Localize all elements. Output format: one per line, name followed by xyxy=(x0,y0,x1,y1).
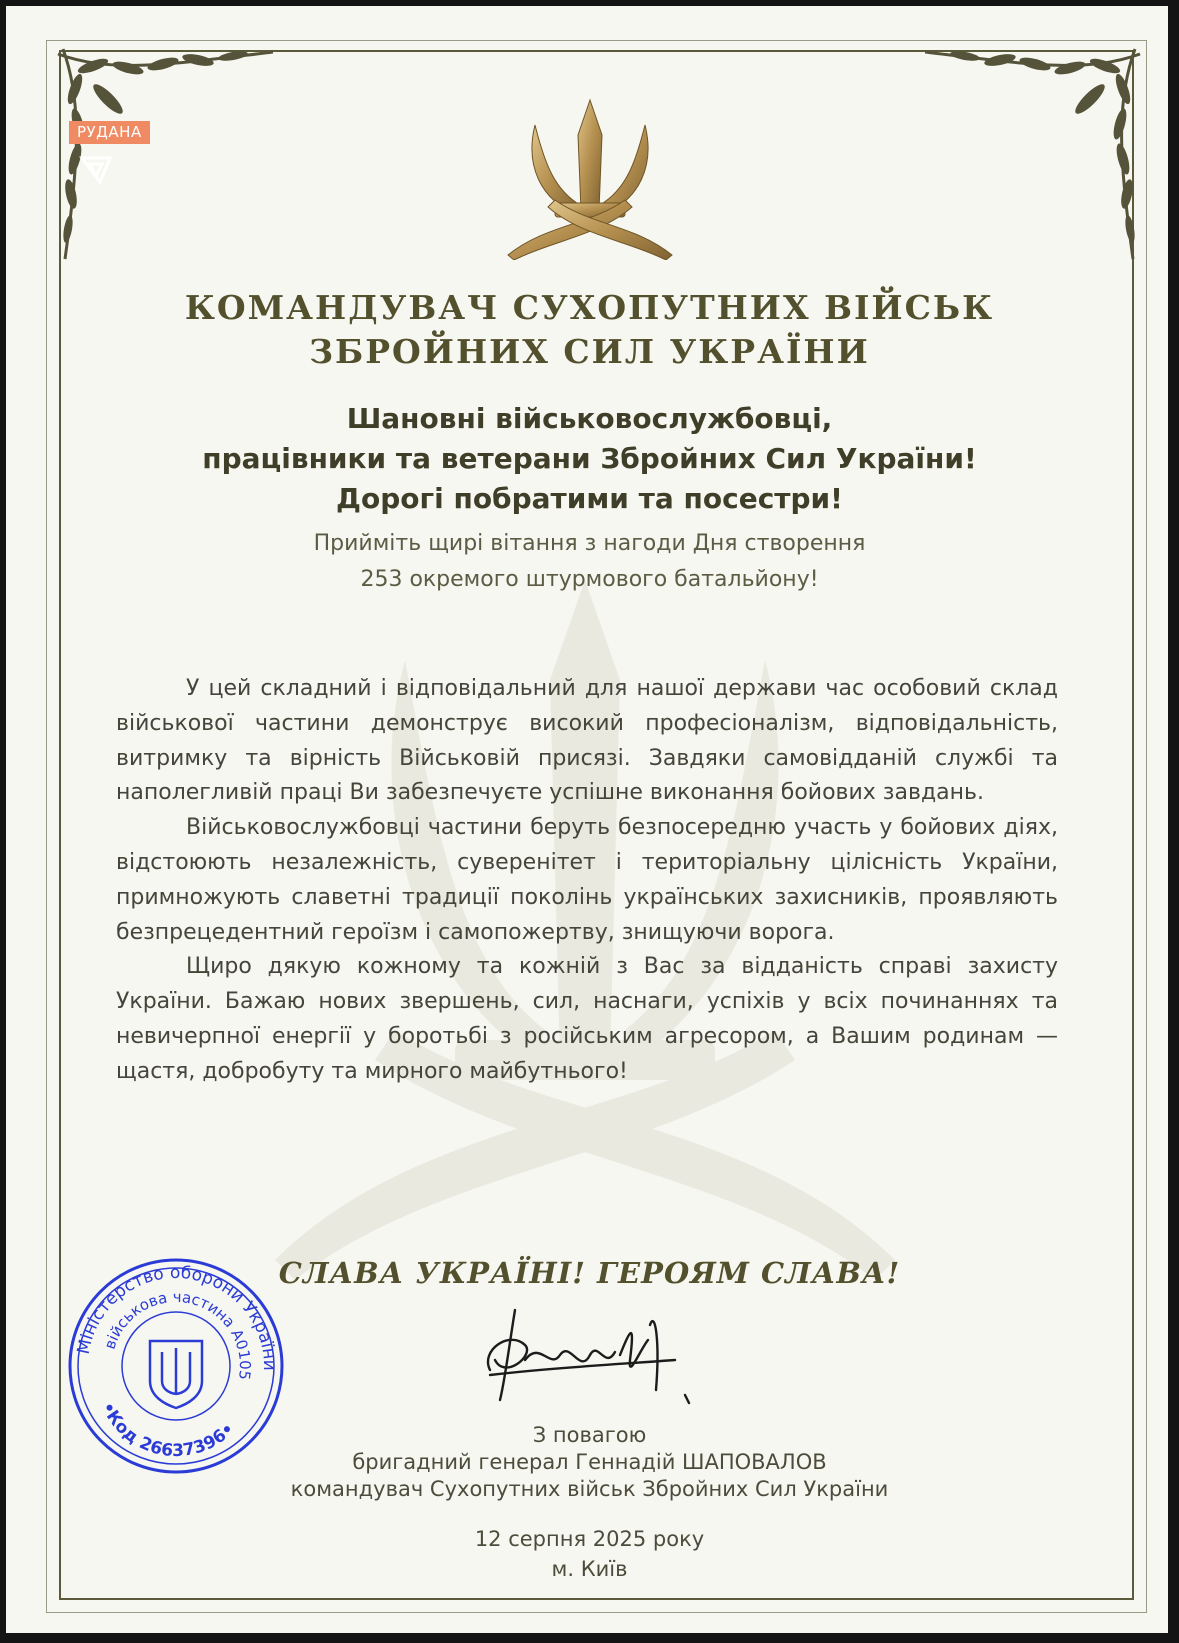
signatory-position: командувач Сухопутних військ Збройних Сил України xyxy=(290,1477,889,1501)
greeting-line2: працівники та ветерани Збройних Сил України! xyxy=(202,442,977,475)
stamp-code-text: •Код 26637396• xyxy=(96,1399,239,1462)
date-place-block xyxy=(0,1524,1179,1584)
leaf-ornament-right-icon xyxy=(915,44,1145,264)
subtitle-line1: Прийміть щирі вітання з нагоди Дня створення xyxy=(313,531,866,556)
trident-sabres-emblem-icon xyxy=(500,95,680,260)
letter-place: м. Київ xyxy=(551,1557,628,1581)
body-paragraph-3: Щиро дякую кожному та кожній з Вас за відданість справі захисту України. Бажаю нових звершень, сил, наснаги, успіхів у всіх починаннях та невичерпної енергії у боротьбі з російським агресором, а Вашим родинам — щастя, добробуту та мирного майбутнього! xyxy=(116,954,1058,1084)
watermark-logo-icon xyxy=(78,152,114,188)
letter-date: 12 серпня 2025 року xyxy=(474,1527,705,1551)
stamp-outer-text: Міністерство оборони України xyxy=(73,1262,280,1371)
signature-block xyxy=(0,1422,1179,1503)
handwritten-signature xyxy=(470,1300,710,1420)
coat-of-arms-icon xyxy=(150,1341,202,1408)
greeting-line3: Дорогі побратими та посестри! xyxy=(336,482,843,515)
header-title-line2: ЗБРОЙНИХ СИЛ УКРАЇНИ xyxy=(309,332,870,371)
signatory-rank-name: бригадний генерал Геннадій ШАПОВАЛОВ xyxy=(352,1450,827,1474)
header-title-line1: КОМАНДУВАЧ СУХОПУТНИХ ВІЙСЬК xyxy=(184,288,995,327)
subtitle-line2: 253 окремого штурмового батальйону! xyxy=(360,567,819,592)
slogan: СЛАВА УКРАЇНІ! ГЕРОЯМ СЛАВА! xyxy=(278,1256,901,1290)
watermark-label: РУДАНА xyxy=(69,121,150,144)
signature-closing: З повагою xyxy=(532,1423,647,1447)
body-paragraph-2: Військовослужбовці частини беруть безпосередню участь у бойових діях, відстоюють незалежність, суверенітет і територіальну цілісність України, примножують славетні традиції поколінь українських захисників, проявляють безпрецедентний героїзм і самопожертву, знищуючи ворога. xyxy=(116,815,1058,945)
stamp-inner-text: військова частина А0105 xyxy=(100,1287,255,1382)
body-paragraph-1: У цей складний і відповідальний для нашої держави час особовий склад військової частини демонструє високий професіоналізм, відповідальність, витримку та вірність Військовій присязі. Завдяки самовідданій службі та наполегливій праці Ви забезпечуєте успішне виконання бойових завдань. xyxy=(116,676,1058,806)
greeting-line1: Шановні військовослужбовці, xyxy=(346,402,833,435)
letter-body xyxy=(116,672,1058,1090)
